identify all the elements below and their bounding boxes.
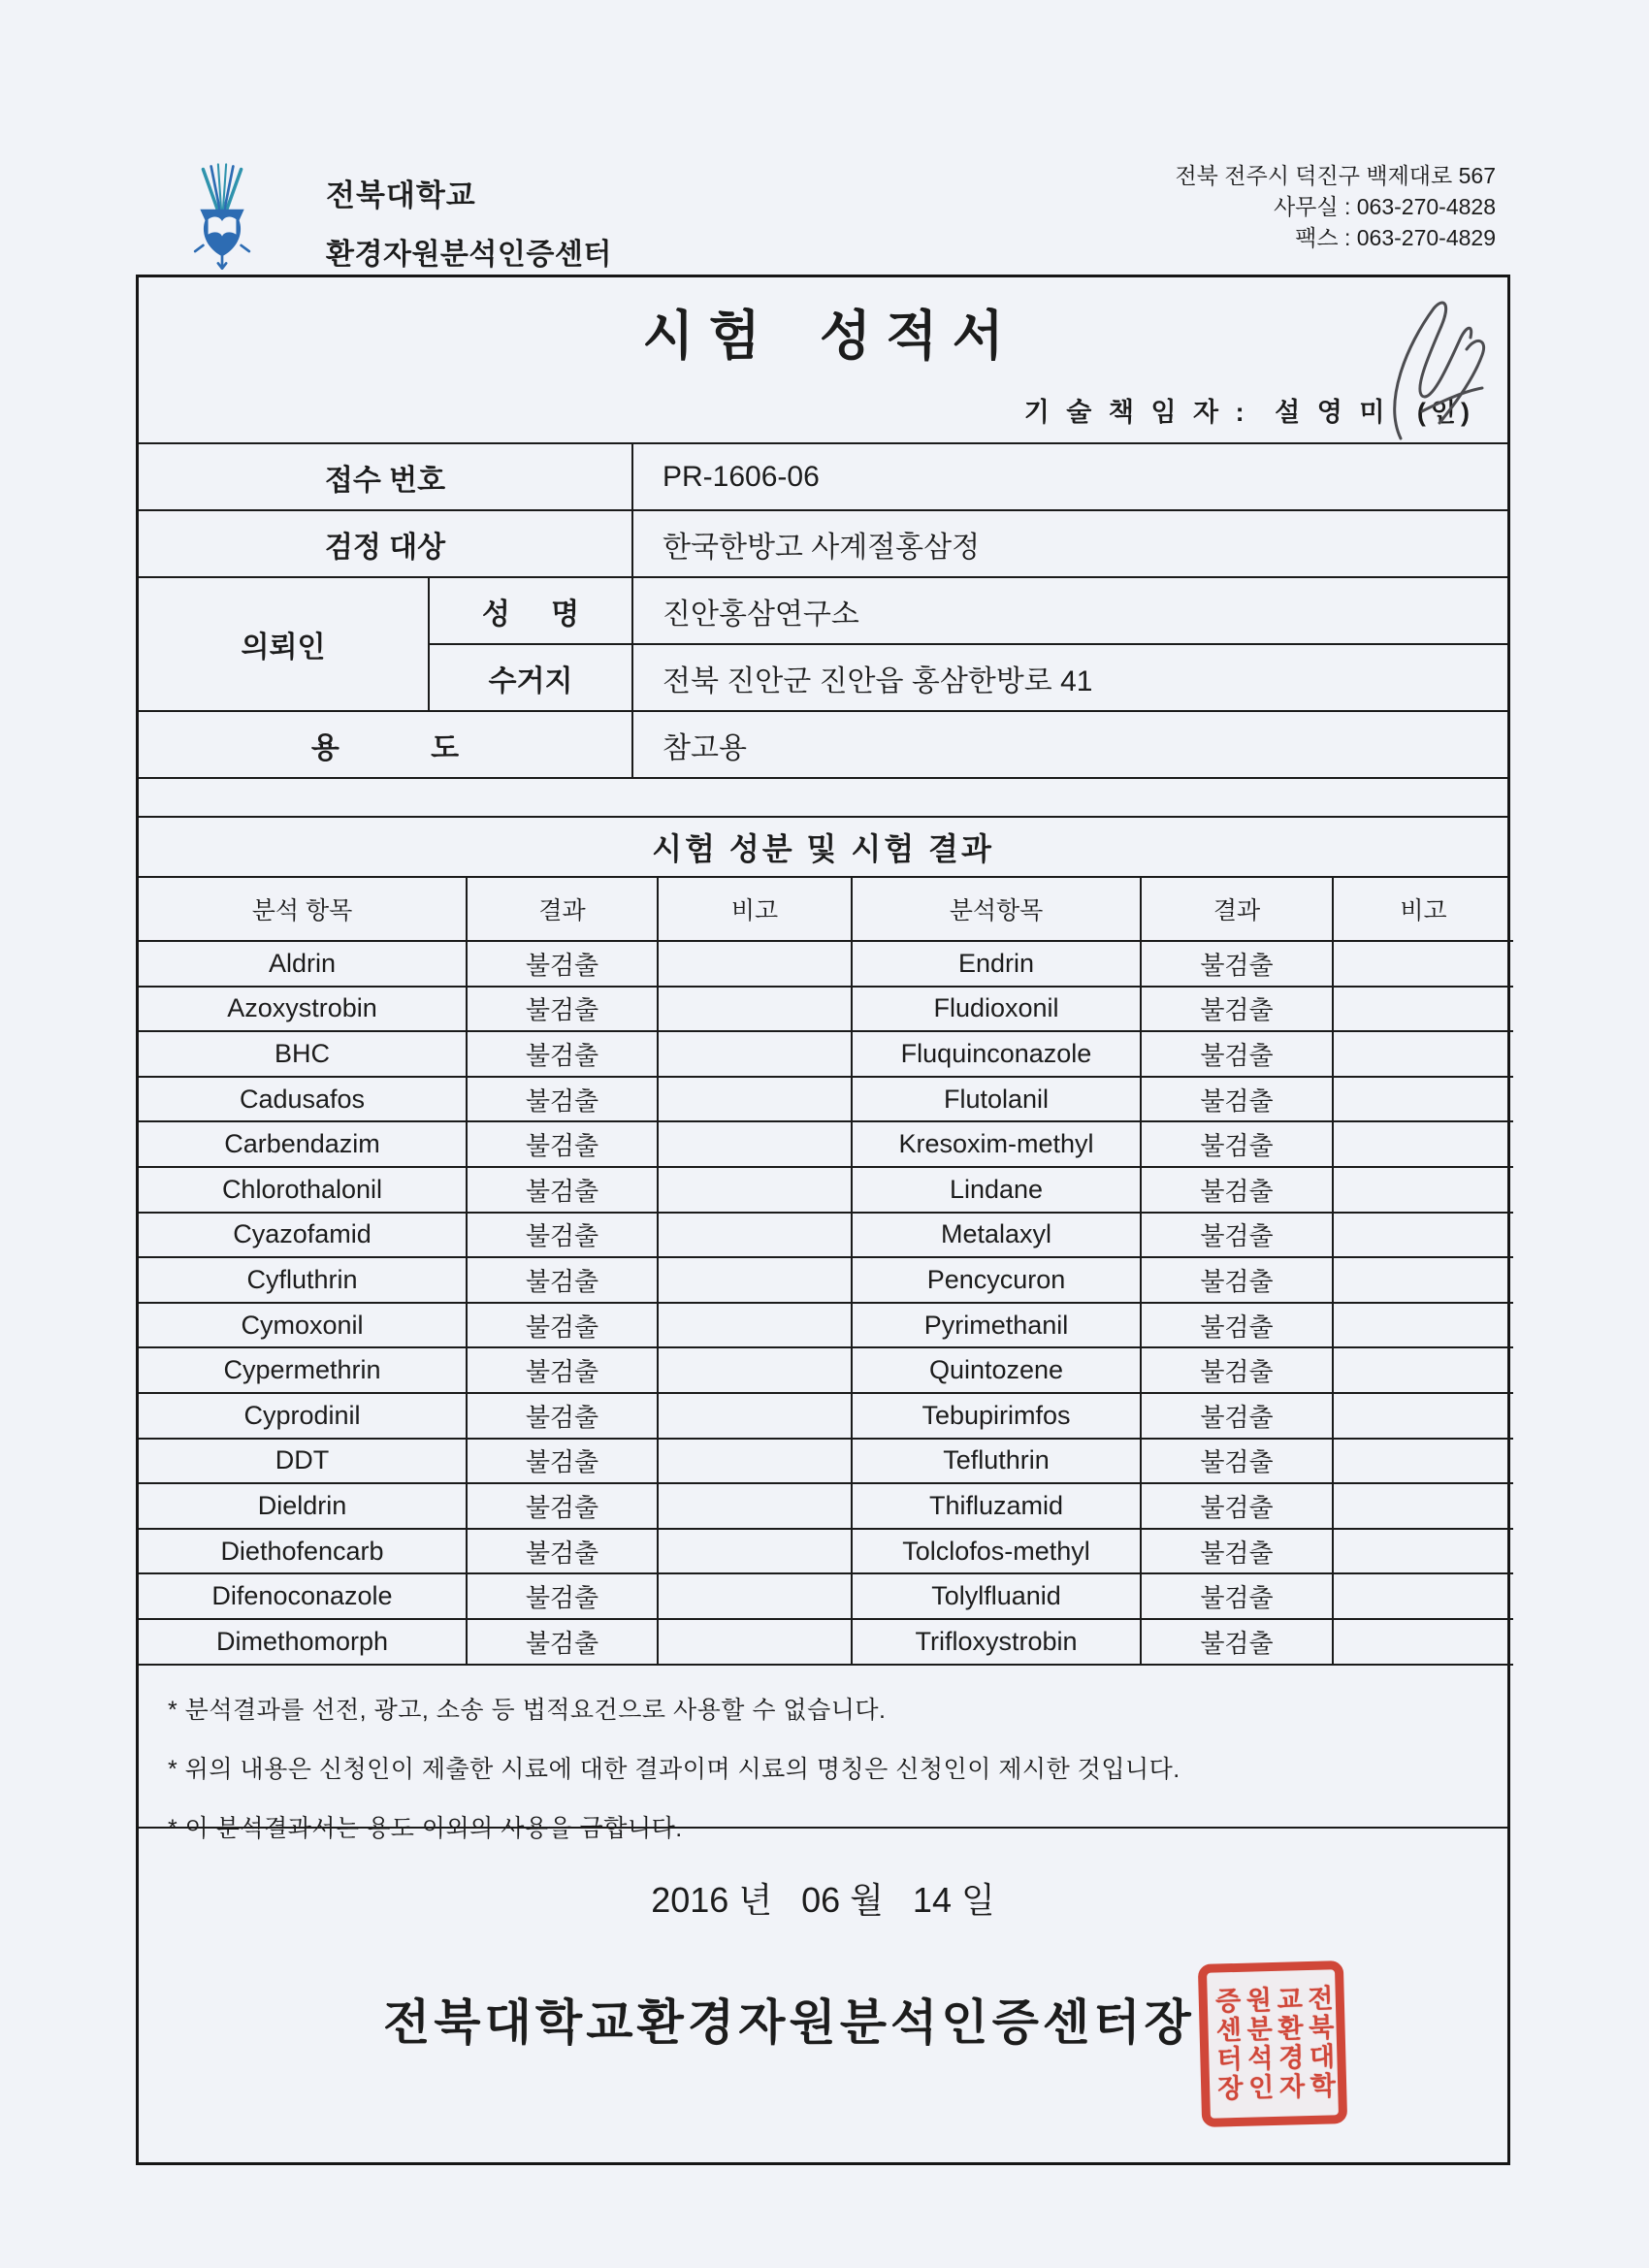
analyte-right: Fluquinconazole [852, 1031, 1141, 1077]
analyte-left: Cyazofamid [139, 1213, 467, 1258]
result-left: 불검출 [467, 1167, 658, 1213]
document-title: 시 험 성 적 서 [642, 306, 1004, 366]
approver-label: 기 술 책 임 자 : [1023, 398, 1249, 427]
result-left: 불검출 [467, 1347, 658, 1393]
results-section-title: 시험 성분 및 시험 결과 [139, 818, 1507, 878]
column-header: 분석 항목 [139, 878, 467, 941]
column-header: 비고 [1333, 878, 1513, 941]
remark-right [1333, 1077, 1513, 1122]
results-row [139, 1167, 1513, 1213]
seal-glyph-column: 원분석인 [1242, 1985, 1275, 2103]
remark-right [1333, 1167, 1513, 1213]
remark-left [658, 1483, 852, 1529]
purpose-label: 용 도 [139, 712, 633, 779]
results-row [139, 1393, 1513, 1439]
result-right: 불검출 [1141, 941, 1333, 987]
result-right: 불검출 [1141, 1257, 1333, 1303]
university-logo [190, 159, 254, 278]
certificate-body [136, 275, 1510, 2165]
university-emblem-icon [190, 159, 254, 274]
analyte-right: Quintozene [852, 1347, 1141, 1393]
analyte-left: Cadusafos [139, 1077, 467, 1122]
remark-right [1333, 1439, 1513, 1484]
analyte-left: Cymoxonil [139, 1303, 467, 1348]
result-right: 불검출 [1141, 1439, 1333, 1484]
results-header-row [139, 878, 1513, 941]
analyte-left: BHC [139, 1031, 467, 1077]
analyte-right: Tebupirimfos [852, 1393, 1141, 1439]
result-left: 불검출 [467, 1529, 658, 1574]
result-right: 불검출 [1141, 1573, 1333, 1619]
center-name: 환경자원분석인증센터 [326, 239, 612, 271]
remark-right [1333, 1031, 1513, 1077]
results-row [139, 1031, 1513, 1077]
official-seal [1198, 1960, 1347, 2127]
analyte-left: Chlorothalonil [139, 1167, 467, 1213]
results-row [139, 1213, 1513, 1258]
collection-site-value: 전북 진안군 진안읍 홍삼한방로 41 [633, 645, 1507, 712]
result-right: 불검출 [1141, 1483, 1333, 1529]
result-right: 불검출 [1141, 1529, 1333, 1574]
results-row [139, 1303, 1513, 1348]
remark-right [1333, 1393, 1513, 1439]
spacer-row [139, 779, 1507, 818]
results-row [139, 941, 1513, 987]
column-header: 분석항목 [852, 878, 1141, 941]
results-body [139, 941, 1513, 1665]
results-row [139, 1619, 1513, 1665]
remark-right [1333, 987, 1513, 1032]
approver-name: 설 영 미 [1275, 398, 1390, 427]
results-row [139, 1121, 1513, 1167]
remark-left [658, 1167, 852, 1213]
analyte-right: Tolylfluanid [852, 1573, 1141, 1619]
remark-right [1333, 941, 1513, 987]
results-row [139, 1439, 1513, 1484]
analyte-left: Aldrin [139, 941, 467, 987]
result-left: 불검출 [467, 1393, 658, 1439]
title-section [139, 277, 1507, 444]
result-right: 불검출 [1141, 1619, 1333, 1665]
analyte-right: Pyrimethanil [852, 1303, 1141, 1348]
remark-right [1333, 1619, 1513, 1665]
issuer-name: 전북대학교환경자원분석인증센터장 [383, 1994, 1195, 2050]
remark-left [658, 1393, 852, 1439]
results-row [139, 1483, 1513, 1529]
analyte-right: Trifloxystrobin [852, 1619, 1141, 1665]
result-right: 불검출 [1141, 1347, 1333, 1393]
result-left: 불검출 [467, 1483, 658, 1529]
seal-glyph-column: 교환경자 [1272, 1984, 1305, 2102]
letterhead-names [326, 171, 612, 273]
remark-right [1333, 1257, 1513, 1303]
remark-left [658, 1303, 852, 1348]
result-left: 불검출 [467, 1077, 658, 1122]
analyte-right: Tolclofos-methyl [852, 1529, 1141, 1574]
analyte-left: Cyfluthrin [139, 1257, 467, 1303]
remark-right [1333, 1573, 1513, 1619]
request-info-table [139, 444, 1507, 779]
remark-right [1333, 1347, 1513, 1393]
remark-left [658, 1573, 852, 1619]
result-left: 불검출 [467, 1619, 658, 1665]
results-row [139, 1257, 1513, 1303]
remark-left [658, 941, 852, 987]
seal-glyph-column: 증센터장 [1211, 1986, 1244, 2104]
result-left: 불검출 [467, 1303, 658, 1348]
analyte-left: Difenoconazole [139, 1573, 467, 1619]
result-right: 불검출 [1141, 1303, 1333, 1348]
analyte-right: Endrin [852, 941, 1141, 987]
result-right: 불검출 [1141, 1031, 1333, 1077]
note-line: * 분석결과를 선전, 광고, 소송 등 법적요건으로 사용할 수 없습니다. [168, 1696, 887, 1724]
analyte-right: Tefluthrin [852, 1439, 1141, 1484]
analyte-right: Lindane [852, 1167, 1141, 1213]
results-row [139, 1077, 1513, 1122]
results-row [139, 1529, 1513, 1574]
issue-date: 2016 년 06 월 14 일 [651, 1879, 995, 1920]
remark-left [658, 1619, 852, 1665]
remark-right [1333, 1483, 1513, 1529]
receipt-no-label: 접수 번호 [139, 444, 633, 511]
client-name-value: 진안홍삼연구소 [633, 578, 1507, 645]
remark-left [658, 1439, 852, 1484]
remark-left [658, 1031, 852, 1077]
client-name-label: 성 명 [430, 578, 633, 645]
note-line: * 이 분석결과서는 용도 이외의 사용을 금합니다. [168, 1814, 683, 1842]
analyte-left: Cyprodinil [139, 1393, 467, 1439]
analyte-right: Kresoxim-methyl [852, 1121, 1141, 1167]
analyte-left: Carbendazim [139, 1121, 467, 1167]
analyte-right: Metalaxyl [852, 1213, 1141, 1258]
letterhead-contact [1175, 160, 1496, 253]
results-row [139, 1573, 1513, 1619]
analyte-left: Cypermethrin [139, 1347, 467, 1393]
collection-site-label: 수거지 [430, 645, 633, 712]
analyte-right: Thifluzamid [852, 1483, 1141, 1529]
analyte-right: Fludioxonil [852, 987, 1141, 1032]
remark-right [1333, 1213, 1513, 1258]
notes-list [139, 1666, 1507, 1842]
address-line: 전북 전주시 덕진구 백제대로 567 [1175, 163, 1496, 188]
approver-seal-mark: (인) [1416, 398, 1474, 427]
result-right: 불검출 [1141, 1393, 1333, 1439]
purpose-value: 참고용 [633, 712, 1507, 779]
fax-line: 팩스 : 063-270-4829 [1295, 225, 1496, 250]
remark-left [658, 1121, 852, 1167]
remark-left [658, 1529, 852, 1574]
result-right: 불검출 [1141, 1213, 1333, 1258]
remark-right [1333, 1303, 1513, 1348]
analyte-left: Diethofencarb [139, 1529, 467, 1574]
result-right: 불검출 [1141, 987, 1333, 1032]
seal-glyph-column: 전북대학 [1303, 1983, 1336, 2101]
remark-left [658, 1347, 852, 1393]
result-left: 불검출 [467, 1031, 658, 1077]
note-line: * 위의 내용은 신청인이 제출한 시료에 대한 결과이며 시료의 명칭은 신청인이 제시한 것입니다. [168, 1755, 1180, 1783]
remark-left [658, 1077, 852, 1122]
result-left: 불검출 [467, 941, 658, 987]
analyte-left: Dieldrin [139, 1483, 467, 1529]
remark-left [658, 1257, 852, 1303]
analyte-left: Dimethomorph [139, 1619, 467, 1665]
bottom-section [139, 1829, 1507, 2163]
university-name: 전북대학교 [326, 178, 476, 212]
result-left: 불검출 [467, 1573, 658, 1619]
analyte-left: DDT [139, 1439, 467, 1484]
column-header: 결과 [467, 878, 658, 941]
test-subject-value: 한국한방고 사계절홍삼정 [633, 511, 1507, 578]
analyte-right: Pencycuron [852, 1257, 1141, 1303]
remark-left [658, 987, 852, 1032]
column-header: 비고 [658, 878, 852, 941]
receipt-no-value: PR-1606-06 [633, 444, 1507, 511]
result-left: 불검출 [467, 1213, 658, 1258]
result-right: 불검출 [1141, 1121, 1333, 1167]
analyte-right: Flutolanil [852, 1077, 1141, 1122]
approver-line [1024, 391, 1474, 429]
result-right: 불검출 [1141, 1077, 1333, 1122]
remark-left [658, 1213, 852, 1258]
result-left: 불검출 [467, 1257, 658, 1303]
results-row [139, 1347, 1513, 1393]
column-header: 결과 [1141, 878, 1333, 941]
result-left: 불검출 [467, 1121, 658, 1167]
analyte-left: Azoxystrobin [139, 987, 467, 1032]
remark-right [1333, 1121, 1513, 1167]
result-right: 불검출 [1141, 1167, 1333, 1213]
result-left: 불검출 [467, 1439, 658, 1484]
results-row [139, 987, 1513, 1032]
result-left: 불검출 [467, 987, 658, 1032]
test-subject-label: 검정 대상 [139, 511, 633, 578]
phone-line: 사무실 : 063-270-4828 [1273, 194, 1496, 219]
results-table [139, 878, 1513, 1666]
client-label: 의뢰인 [139, 578, 430, 712]
remark-right [1333, 1529, 1513, 1574]
